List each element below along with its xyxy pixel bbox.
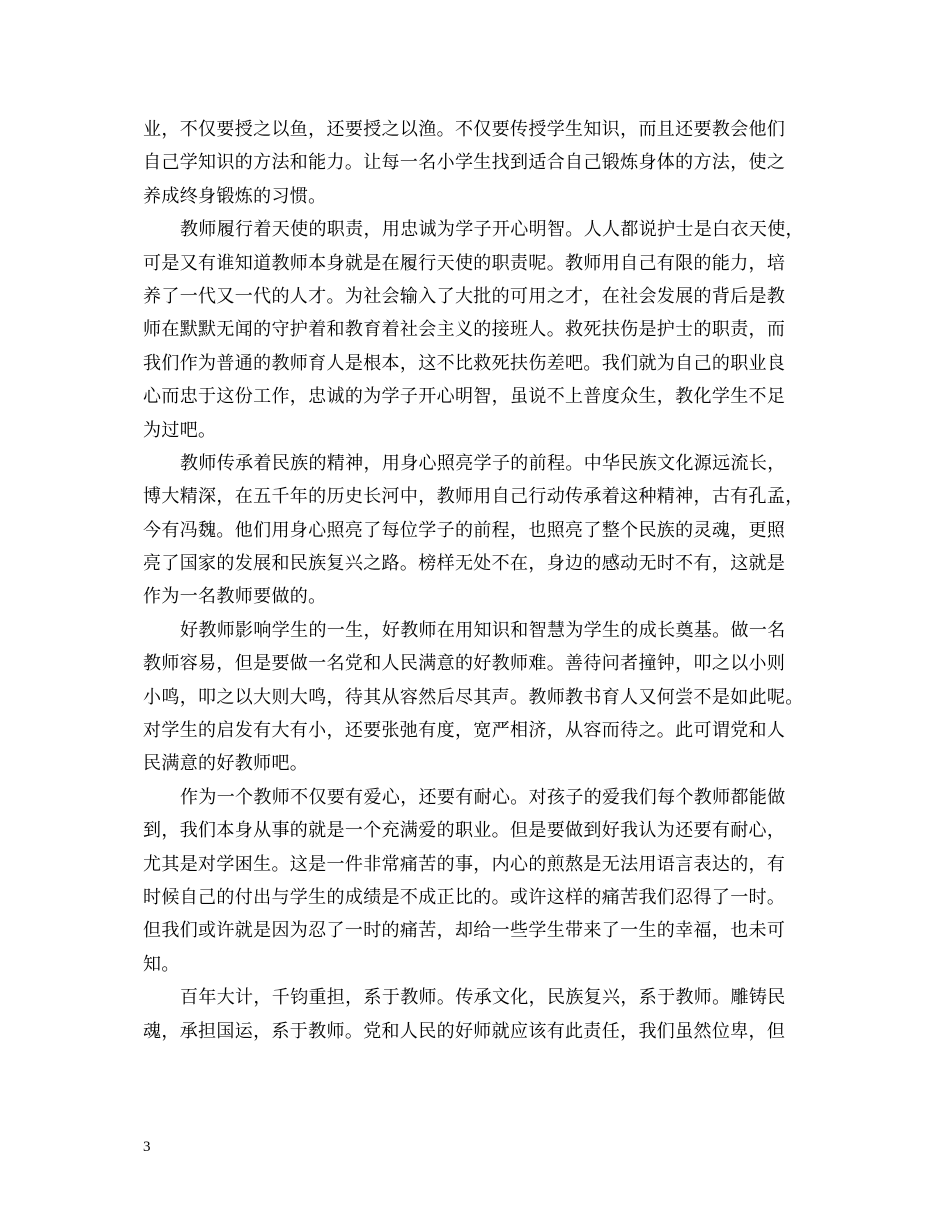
text-line: 魂，承担国运，系于教师。党和人民的好师就应该有此责任，我们虽然位卑，但 — [143, 1020, 786, 1042]
text-line: 我们作为普通的教师育人是根本，这不比救死扶伤差吧。我们就为自己的职业良 — [143, 352, 786, 374]
text-line: 养了一代又一代的人才。为社会输入了大批的可用之才，在社会发展的背后是教 — [143, 285, 786, 307]
text-line: 养成终身锻炼的习惯。 — [143, 185, 327, 207]
body-text — [143, 113, 813, 1048]
text-line: 但我们或许就是因为忍了一时的痛苦，却给一些学生带来了一生的幸福，也未可 — [143, 920, 786, 942]
paragraph-first-line: 教师传承着民族的精神，用身心照亮学子的前程。中华民族文化源远流长， — [180, 452, 786, 474]
paragraph-first-line: 好教师影响学生的一生，好教师在用知识和智慧为学生的成长奠基。做一名 — [180, 619, 786, 641]
text-line: 心而忠于这份工作，忠诚的为学子开心明智，虽说不上普度众生，教化学生不足 — [143, 386, 786, 408]
text-line: 可是又有谁知道教师本身就是在履行天使的职责呢。教师用自己有限的能力，培 — [143, 252, 786, 274]
text-line: 作为一名教师要做的。 — [143, 586, 327, 608]
text-line: 教师容易，但是要做一名党和人民满意的好教师难。善待问者撞钟，叩之以小则 — [143, 653, 786, 675]
text-line: 为过吧。 — [143, 419, 217, 441]
text-line: 对学生的启发有大有小，还要张弛有度，宽严相济，从容而待之。此可谓党和人 — [143, 720, 786, 742]
paragraph-first-line: 百年大计，千钧重担，系于教师。传承文化，民族复兴，系于教师。雕铸民 — [180, 987, 786, 1009]
text-line: 业，不仅要授之以鱼，还要授之以渔。不仅要传授学生知识，而且还要教会他们 — [143, 119, 786, 140]
text-line: 今有冯魏。他们用身心照亮了每位学子的前程，也照亮了整个民族的灵魂，更照 — [143, 519, 786, 541]
text-line: 时候自己的付出与学生的成绩是不成正比的。或许这样的痛苦我们忍得了一时。 — [143, 886, 786, 908]
text-line: 知。 — [143, 953, 180, 975]
text-line: 民满意的好教师吧。 — [143, 753, 309, 775]
text-line: 自己学知识的方法和能力。让每一名小学生找到适合自己锻炼身体的方法，使之 — [143, 152, 786, 174]
text-line: 博大精深，在五千年的历史长河中，教师用自己行动传承着这种精神，古有孔孟， — [143, 486, 804, 508]
text-line: 到，我们本身从事的就是一个充满爱的职业。但是要做到好我认为还要有耐心， — [143, 820, 786, 842]
text-line: 亮了国家的发展和民族复兴之路。榜样无处不在，身边的感动无时不有，这就是 — [143, 553, 786, 575]
text-line: 尤其是对学困生。这是一件非常痛苦的事，内心的煎熬是无法用语言表达的，有 — [143, 853, 786, 875]
text-line: 小鸣，叩之以大则大鸣，待其从容然后尽其声。教师教书育人又何尝不是如此呢。 — [143, 686, 804, 708]
paragraph-first-line: 教师履行着天使的职责，用忠诚为学子开心明智。人人都说护士是白衣天使， — [180, 219, 804, 241]
paragraph-first-line: 作为一个教师不仅要有爱心，还要有耐心。对孩子的爱我们每个教师都能做 — [180, 786, 786, 808]
page-number: 3 — [143, 1139, 151, 1155]
text-line: 师在默默无闻的守护着和教育着社会主义的接班人。救死扶伤是护士的职责，而 — [143, 319, 786, 341]
